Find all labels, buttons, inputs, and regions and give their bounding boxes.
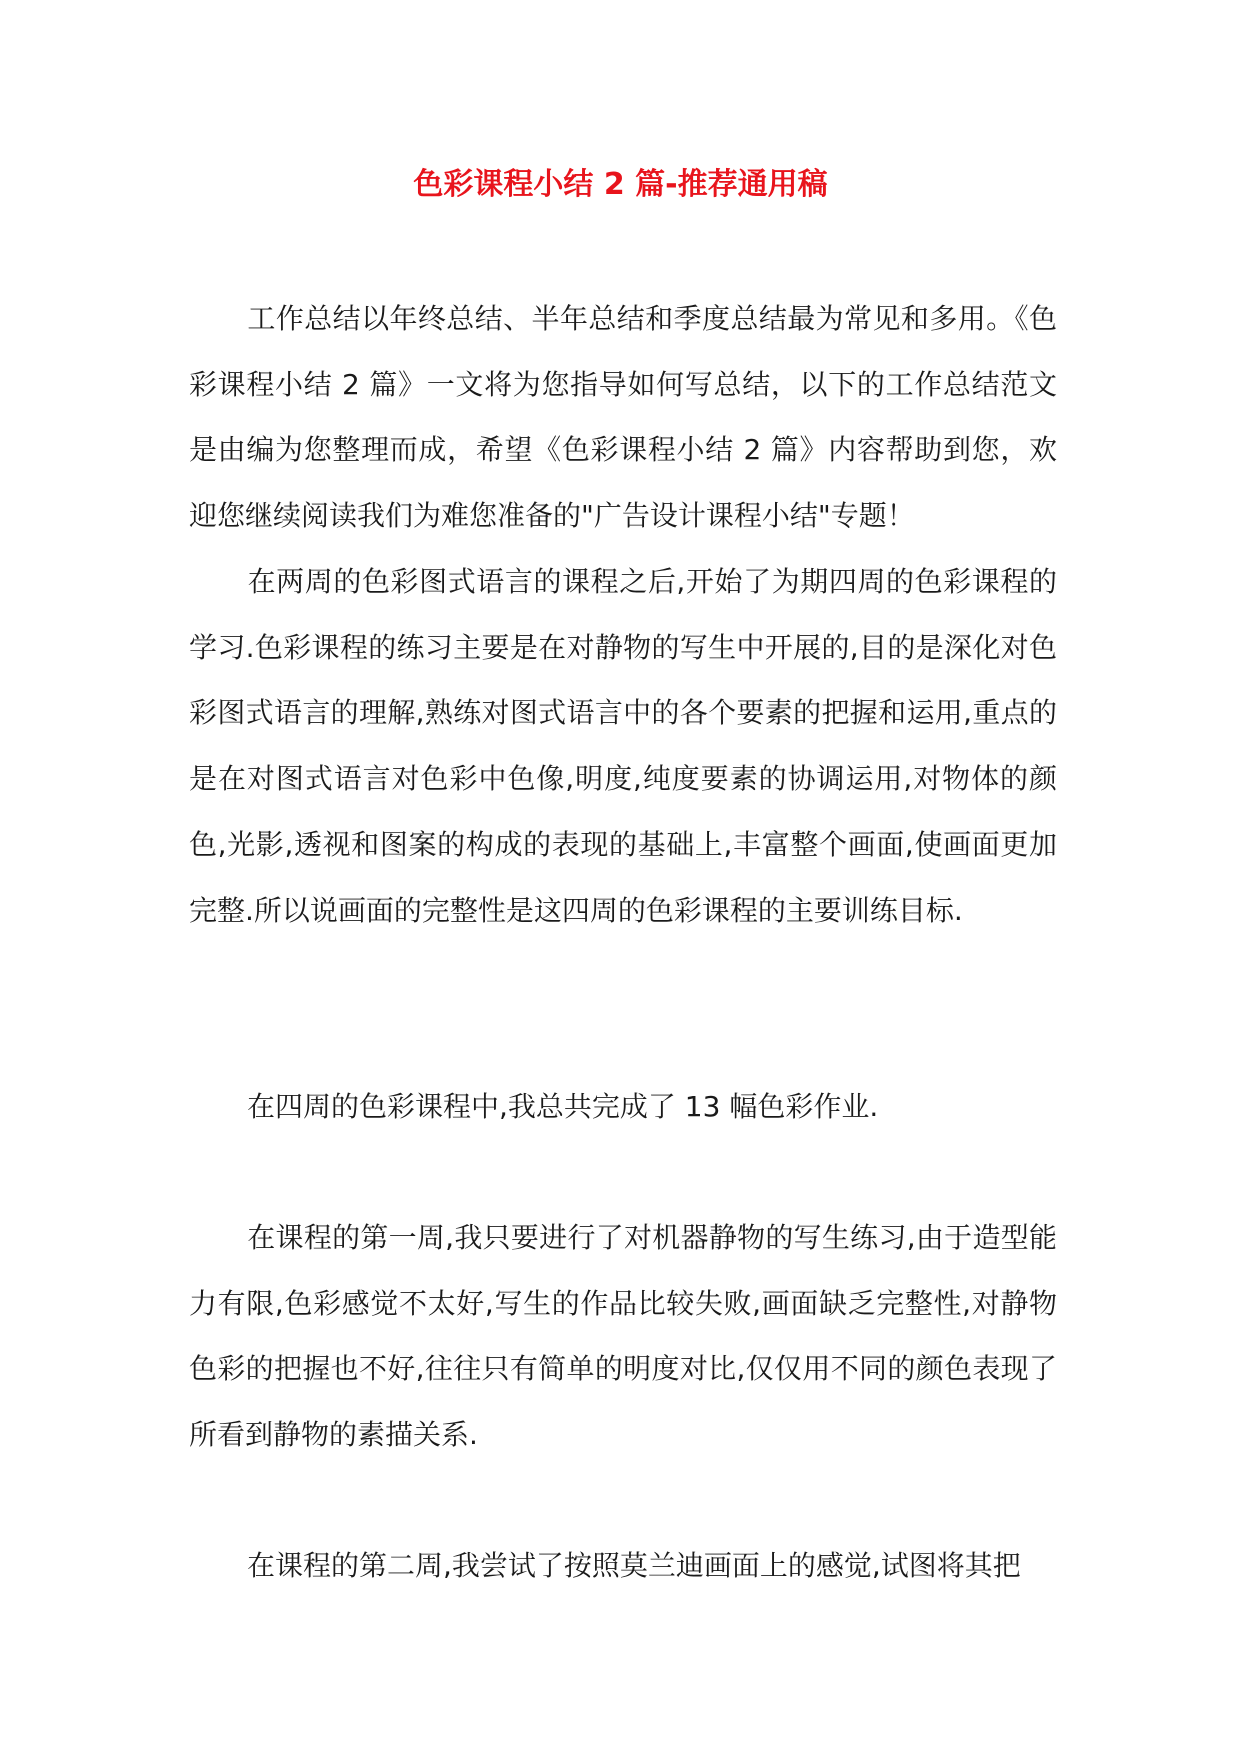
paragraph-intro bbox=[189, 286, 1057, 549]
paragraph-text: 在课程的第一周,我只要进行了对机器静物的写生练习,由于造型能力有限,色彩感觉不太好,写生的作品比较失败,画面缺乏完整性,对静物色彩的把握也不好,往往只有简单的明度对比,仅仅用不同的颜色表现了所看到静物的素描关系. bbox=[189, 1221, 1057, 1452]
document-title: 色彩课程小结 2 篇-推荐通用稿 bbox=[413, 167, 828, 202]
paragraph-week-two bbox=[189, 1533, 1057, 1599]
paragraph-text: 在四周的色彩课程中,我总共完成了 13 幅色彩作业. bbox=[247, 1090, 879, 1123]
paragraph-text: 在课程的第二周,我尝试了按照莫兰迪画面上的感觉,试图将其把 bbox=[247, 1549, 1021, 1582]
paragraph-text: 工作总结以年终总结、半年总结和季度总结最为常见和多用。《色彩课程小结 2 篇》一文将为您指导如何写总结，以下的工作总结范文是由编为您整理而成，希望《色彩课程小结 2 篇》内容帮助到您，欢迎您继续阅读我们为难您准备的"广告设计课程小结"专题！ bbox=[189, 302, 1057, 533]
paragraph-week-one bbox=[189, 1205, 1057, 1468]
paragraph-assignment-count bbox=[189, 1074, 1057, 1140]
paragraph-text: 在两周的色彩图式语言的课程之后,开始了为期四周的色彩课程的学习.色彩课程的练习主要是在对静物的写生中开展的,目的是深化对色彩图式语言的理解,熟练对图式语言中的各个要素的把握和运用,重点的是在对图式语言对色彩中色像,明度,纯度要素的协调运用,对物体的颜色,光影,透视和图案的构成的表现的基础上,丰富整个画面,使画面更加完整.所以说画面的完整性是这四周的色彩课程的主要训练目标. bbox=[189, 565, 1057, 927]
paragraph-course-overview bbox=[189, 549, 1057, 943]
